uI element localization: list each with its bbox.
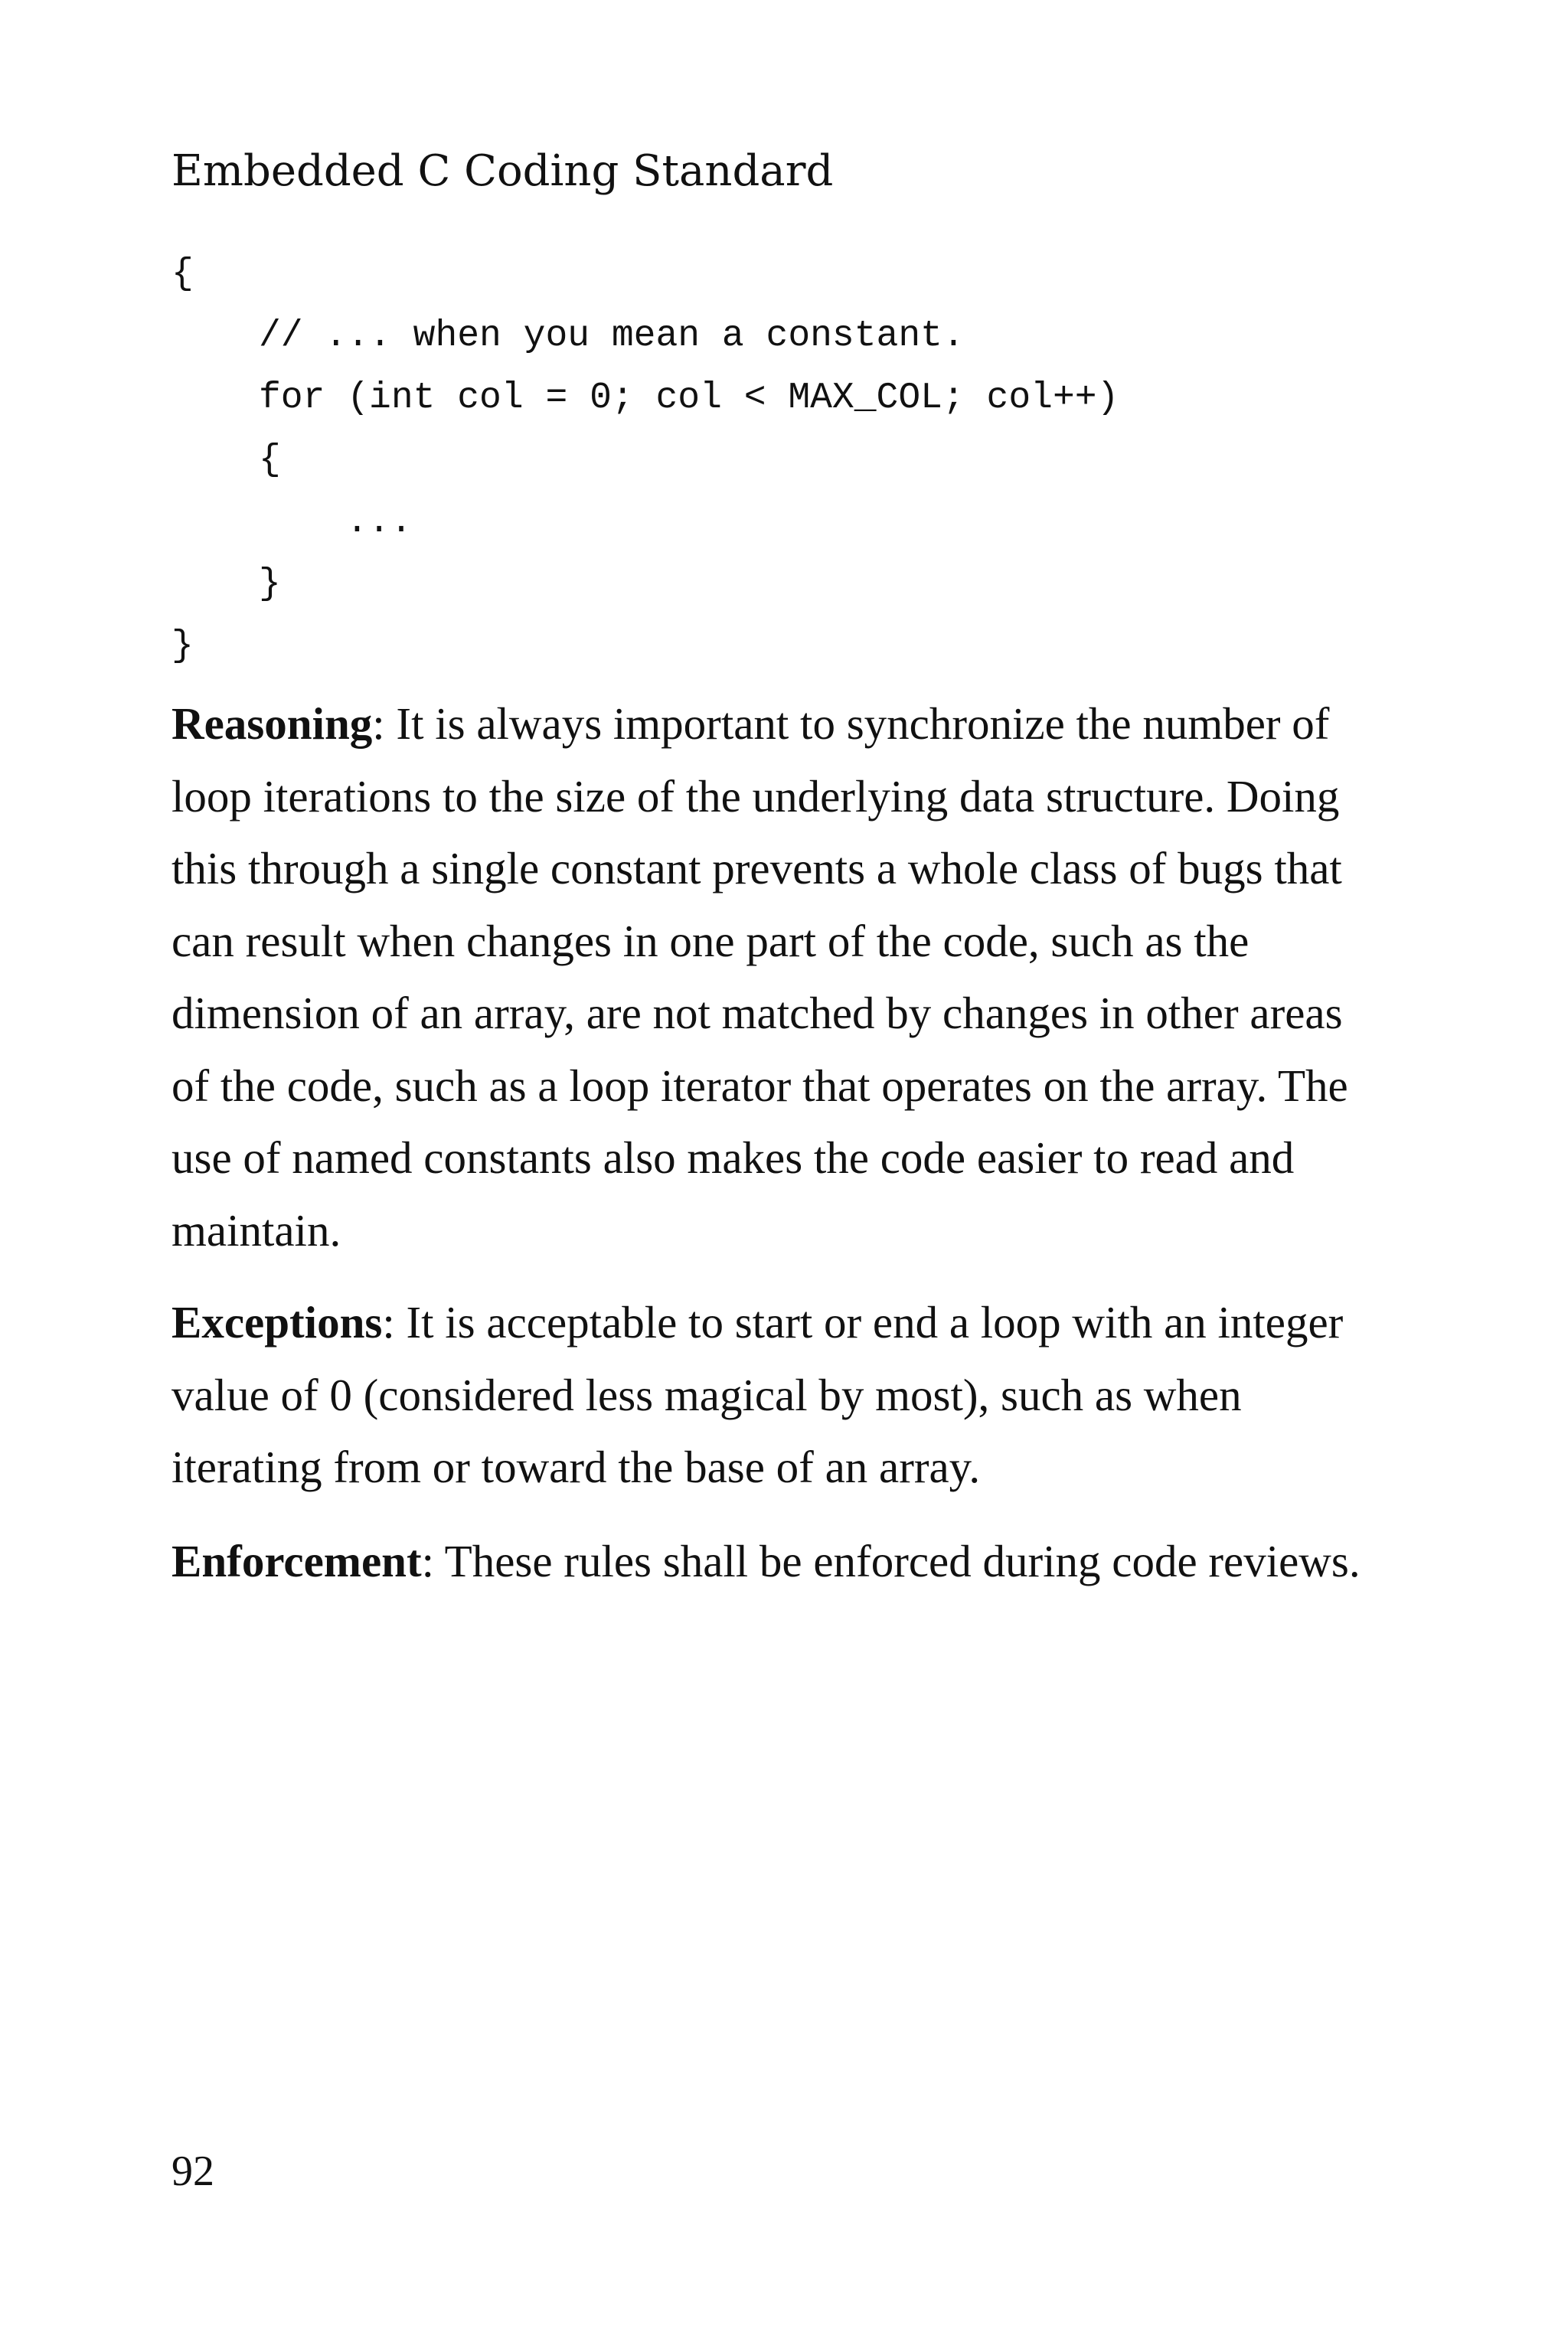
code-line: ... xyxy=(346,501,413,543)
code-line: { xyxy=(172,253,194,295)
code-line: } xyxy=(259,564,281,605)
exceptions-text: : It is acceptable to start or end a loop with an integer value of 0 (considered less magical by most), such as when iterating from or toward the base of an array. xyxy=(172,1297,1344,1492)
enforcement-heading: Enforcement xyxy=(172,1536,422,1586)
code-example xyxy=(172,243,1435,678)
reasoning-heading: Reasoning xyxy=(172,698,373,749)
code-line: // ... when you mean a constant. xyxy=(259,315,965,357)
reasoning-paragraph xyxy=(172,688,1366,1266)
enforcement-text: : These rules shall be enforced during code reviews. xyxy=(421,1536,1361,1586)
code-line: { xyxy=(259,439,281,481)
code-line: for (int col = 0; col < MAX_COL; col++) xyxy=(259,377,1119,419)
exceptions-heading: Exceptions xyxy=(172,1297,383,1348)
exceptions-paragraph xyxy=(172,1286,1366,1504)
code-line: } xyxy=(172,626,194,667)
enforcement-paragraph xyxy=(172,1525,1366,1598)
running-header: Embedded C Coding Standard xyxy=(172,146,834,196)
page-number: 92 xyxy=(172,2148,214,2195)
reasoning-text: : It is always important to synchronize the number of loop iterations to the size of the underlying data structure. Doing this through a single constant prevents a whole class of bugs that can result when changes in one part of the code, such as the dimension of an array, are not matched by changes in other areas of the code, such as a loop iterator that operates on the array. The use of named constants also makes the code easier to read and maintain. xyxy=(172,698,1348,1256)
